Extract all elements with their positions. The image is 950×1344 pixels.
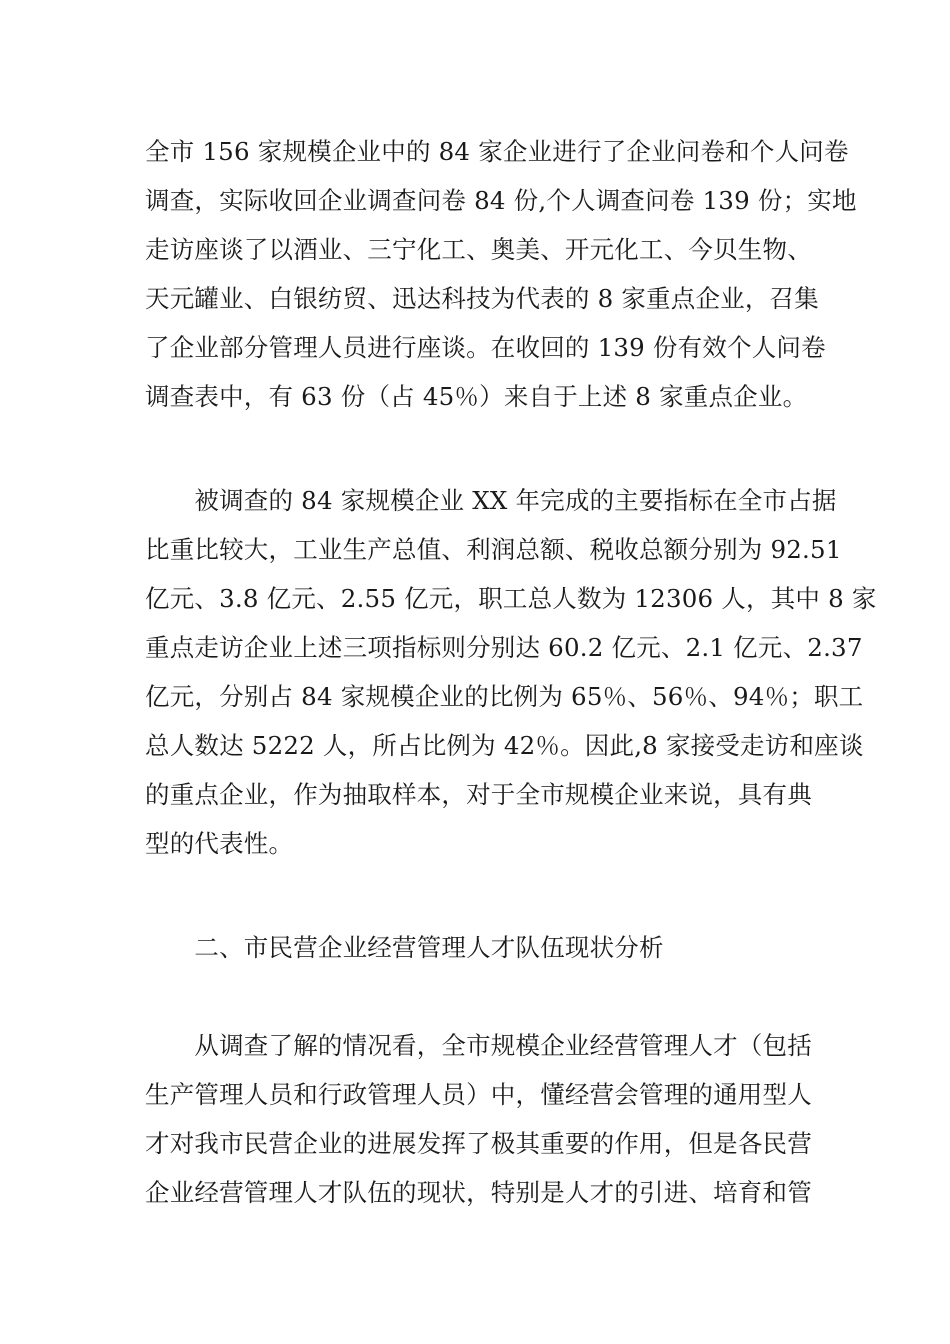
text-line: 调查，实际收回企业调查问卷 84 份,个人调查问卷 139 份；实地: [145, 186, 857, 215]
text-line: 比重比较大，工业生产总值、利润总额、税收总额分别为 92.51: [145, 535, 842, 564]
text-line: 被调查的 84 家规模企业 XX 年完成的主要指标在全市占据: [145, 486, 837, 515]
text-line: 生产管理人员和行政管理人员）中，懂经营会管理的通用型人: [145, 1080, 812, 1109]
text-line: 重点走访企业上述三项指标则分别达 60.2 亿元、2.1 亿元、2.37: [145, 633, 863, 662]
text-line: 才对我市民营企业的进展发挥了极其重要的作用，但是各民营: [145, 1129, 812, 1158]
heading-text: 二、市民营企业经营管理人才队伍现状分析: [145, 933, 664, 962]
text-line: 亿元、3.8 亿元、2.55 亿元，职工总人数为 12306 人，其中 8 家: [145, 584, 877, 613]
paragraph-survey-scope: [145, 127, 857, 421]
paragraph-indicators: [145, 476, 877, 868]
text-line: 走访座谈了以酒业、三宁化工、奥美、开元化工、今贝生物、: [145, 235, 812, 264]
text-line: 亿元，分别占 84 家规模企业的比例为 65％、56％、94％；职工: [145, 682, 864, 711]
text-line: 总人数达 5222 人，所占比例为 42％。因此,8 家接受走访和座谈: [145, 731, 864, 760]
section-heading: [145, 923, 813, 972]
text-line: 企业经营管理人才队伍的现状，特别是人才的引进、培育和管: [145, 1178, 812, 1207]
text-line: 了企业部分管理人员进行座谈。在收回的 139 份有效个人问卷: [145, 333, 826, 362]
text-line: 型的代表性。: [145, 829, 294, 858]
text-line: 的重点企业，作为抽取样本，对于全市规模企业来说，具有典: [145, 780, 812, 809]
paragraph-talent-status: [145, 1021, 813, 1217]
text-line: 天元罐业、白银纺贸、迅达科技为代表的 8 家重点企业，召集: [145, 284, 819, 313]
text-line: 从调查了解的情况看，全市规模企业经营管理人才（包括: [145, 1031, 812, 1060]
text-line: 全市 156 家规模企业中的 84 家企业进行了企业问卷和个人问卷: [145, 137, 849, 166]
text-line: 调查表中，有 63 份（占 45％）来自于上述 8 家重点企业。: [145, 382, 808, 411]
